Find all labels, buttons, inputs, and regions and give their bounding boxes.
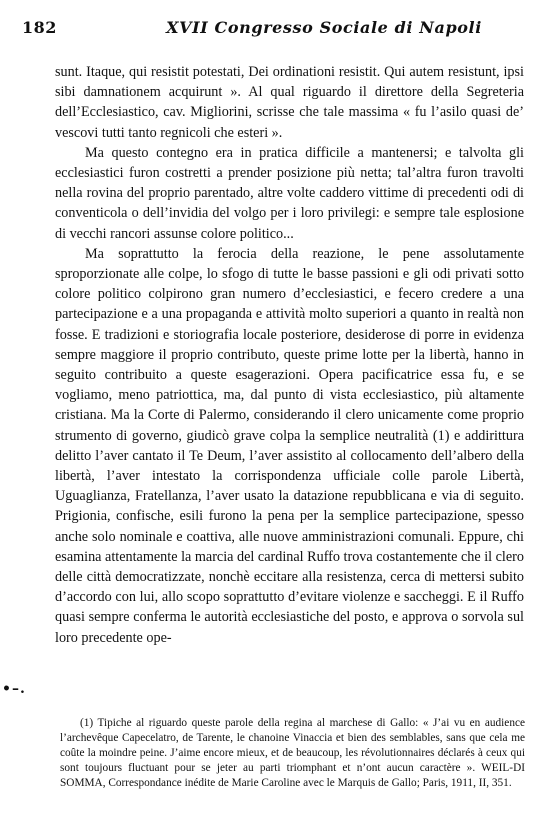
body-text bbox=[55, 62, 524, 648]
margin-mark: •–. bbox=[2, 681, 26, 697]
page-header bbox=[22, 18, 526, 40]
footnote bbox=[60, 716, 525, 791]
paragraph-2: Ma questo contegno era in pratica difficile a mantenersi; e talvolta gli ecclesiastici furon costretti a prender posizione più netta; tal’altra furon travolti nella rovina del proprio parentado, altre volte caddero vittime di precedenti odi di conventicola o dell’invidia del volgo per i loro privilegi: e sempre tale esplosione di vecchi rancori assunse colore politico... bbox=[55, 144, 524, 242]
page-number: 182 bbox=[22, 18, 57, 37]
paragraph-3: Ma soprattutto la ferocia della reazione, le pene assolutamente sproporzionate alle colpe, lo sfogo di tutte le basse passioni e gli odi privati sotto colore politico colpirono gran numero d’ecclesiastici, e fecero credere a una partecipazione e a una propaganda e attività molto superiori a quanto in realtà non fosse. E tradizioni e storiografia locale posteriore, desiderose di porre in evidenza sempre maggiore il proprio contributo, queste prime lotte per la libertà, hanno in seguito contribuito a queste esagerazioni. Opera pacificatrice essa fu, e se vogliamo, meno patriottica, ma, dal punto di vista ecclesiastico, più altamente cristiana. Ma la Corte di Palermo, considerando il clero unicamente come proprio strumento di governo, giudicò grave colpa la semplice neutralità (1) e addirittura delitto l’aver cantato il Te Deum, l’aver assistito al collocamento dell’albero della libertà, l’aver intestato la corrispondenza ufficiale colle parole Libertà, Uguaglianza, Fratellanza, l’aver usato la datazione repubblicana e via di seguito. Prigionia, confische, esili furono la pena per la semplice partecipazione, spesso anche solo nominale e coattiva, alle nuove amministrazioni comunali. Eppure, chi esamina attentamente la marcia del cardinal Ruffo trova costantemente che il clero delle città democratizzate, nonchè eccitare alla resistenza, cerca di mettersi subito d’accordo con lui, allo scopo soprattutto d’evitare violenze e saccheggi. E il Ruffo quasi sempre conferma le autorità ecclesiastiche del posto, e approva o sorvola sul loro precedente ope- bbox=[55, 245, 524, 646]
running-title: XVII Congresso Sociale di Napoli bbox=[166, 18, 482, 37]
footnote-text: (1) Tipiche al riguardo queste parole della regina al marchese di Gallo: « J’ai vu en audience l’archevêque Capecelatro, de Tarente, le chanoine Vinaccia et bien des semblables, sans que cela me coûte la moindre peine. J’aime encore mieux, et de beaucoup, les révolutionnaires déclarés à ceux qui sont toujours fluctuant pour se jeter au parti triomphant et n’ont aucun caractère ». WEIL-DI SOMMA, Correspondance inédite de Marie Caroline avec le Marquis de Gallo; Paris, 1911, II, 351. bbox=[60, 717, 525, 790]
paragraph-1: sunt. Itaque, qui resistit potestati, Dei ordinationi resistit. Qui autem resistunt, ipsi sibi damnationem acquirunt ». Al qual riguardo il direttore della Segreteria dell’Ecclesiastico, cav. Migliorini, scrisse che tale massima « fu l’asilo quasi de’ vescovi tutti tanto regnicoli che esteri ». bbox=[55, 64, 524, 141]
